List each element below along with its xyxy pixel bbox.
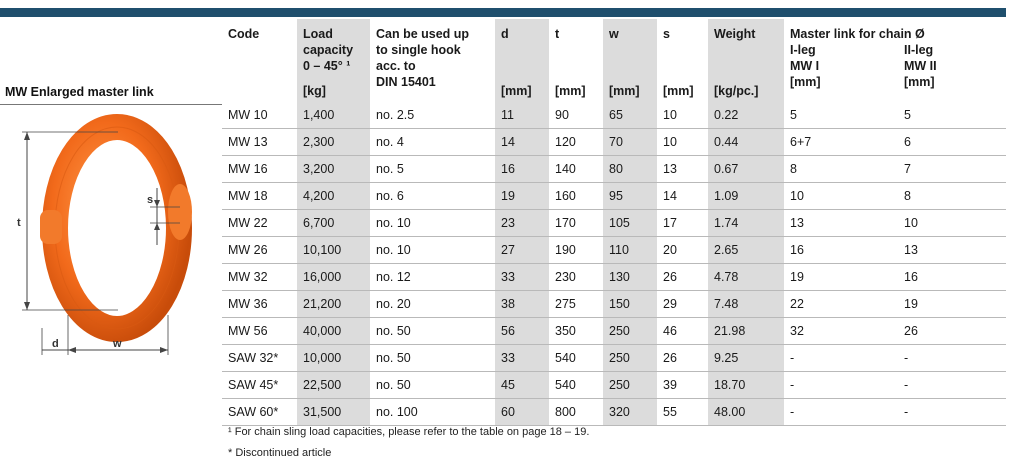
footnote-load: ¹ For chain sling load capacities, please refer to the table on page 18 – 19. bbox=[228, 426, 590, 438]
table-header-row bbox=[222, 19, 1006, 102]
cell-l2: 13 bbox=[898, 237, 1006, 264]
cell-w: 110 bbox=[603, 237, 657, 264]
cell-weight: 2.65 bbox=[708, 237, 784, 264]
cell-w: 150 bbox=[603, 291, 657, 318]
cell-d: 38 bbox=[495, 291, 549, 318]
leg1-header: I-leg MW I [mm] bbox=[790, 43, 821, 89]
table-row bbox=[222, 102, 1006, 129]
table-row bbox=[222, 264, 1006, 291]
link-ring bbox=[55, 127, 179, 329]
cell-load: 1,400 bbox=[297, 102, 370, 129]
cell-t: 120 bbox=[549, 129, 603, 156]
cell-hook: no. 20 bbox=[370, 291, 495, 318]
cell-t: 800 bbox=[549, 399, 603, 426]
table-row bbox=[222, 291, 1006, 318]
col-header-master-link: Master link for chain Ø I-leg MW I [mm] II-leg MW II [mm] bbox=[790, 27, 937, 89]
cell-s: 13 bbox=[657, 156, 708, 183]
table-row bbox=[222, 129, 1006, 156]
cell-w: 250 bbox=[603, 318, 657, 345]
cell-code: MW 56 bbox=[222, 318, 297, 345]
cell-t: 170 bbox=[549, 210, 603, 237]
cell-code: MW 36 bbox=[222, 291, 297, 318]
cell-l1: 16 bbox=[784, 237, 898, 264]
cell-weight: 9.25 bbox=[708, 345, 784, 372]
cell-hook: no. 5 bbox=[370, 156, 495, 183]
cell-code: MW 16 bbox=[222, 156, 297, 183]
cell-load: 10,100 bbox=[297, 237, 370, 264]
cell-l2: - bbox=[898, 345, 1006, 372]
table-row bbox=[222, 372, 1006, 399]
cell-hook: no. 10 bbox=[370, 237, 495, 264]
cell-hook: no. 50 bbox=[370, 345, 495, 372]
dim-label-t: t bbox=[17, 217, 21, 229]
cell-w: 130 bbox=[603, 264, 657, 291]
dim-label-w: w bbox=[113, 338, 122, 350]
divider bbox=[0, 104, 222, 105]
footnote-discontinued: * Discontinued article bbox=[228, 447, 332, 459]
cell-s: 55 bbox=[657, 399, 708, 426]
cell-l2: 10 bbox=[898, 210, 1006, 237]
cell-s: 46 bbox=[657, 318, 708, 345]
table-row bbox=[222, 156, 1006, 183]
cell-s: 17 bbox=[657, 210, 708, 237]
cell-t: 90 bbox=[549, 102, 603, 129]
cell-d: 56 bbox=[495, 318, 549, 345]
cell-t: 540 bbox=[549, 372, 603, 399]
cell-l2: 8 bbox=[898, 183, 1006, 210]
col-header-t: t [mm] bbox=[555, 27, 586, 98]
cell-code: SAW 45* bbox=[222, 372, 297, 399]
cell-t: 190 bbox=[549, 237, 603, 264]
cell-l1: - bbox=[784, 372, 898, 399]
weld-right bbox=[168, 184, 192, 240]
cell-load: 40,000 bbox=[297, 318, 370, 345]
cell-load: 4,200 bbox=[297, 183, 370, 210]
cell-weight: 0.22 bbox=[708, 102, 784, 129]
table-row bbox=[222, 345, 1006, 372]
cell-l1: 13 bbox=[784, 210, 898, 237]
cell-hook: no. 50 bbox=[370, 318, 495, 345]
cell-w: 70 bbox=[603, 129, 657, 156]
cell-code: MW 22 bbox=[222, 210, 297, 237]
cell-d: 33 bbox=[495, 264, 549, 291]
cell-w: 250 bbox=[603, 345, 657, 372]
cell-l2: 19 bbox=[898, 291, 1006, 318]
cell-l1: 22 bbox=[784, 291, 898, 318]
cell-s: 20 bbox=[657, 237, 708, 264]
cell-load: 3,200 bbox=[297, 156, 370, 183]
cell-s: 39 bbox=[657, 372, 708, 399]
cell-code: SAW 32* bbox=[222, 345, 297, 372]
table-row bbox=[222, 183, 1006, 210]
cell-hook: no. 6 bbox=[370, 183, 495, 210]
cell-hook: no. 2.5 bbox=[370, 102, 495, 129]
col-header-code: Code bbox=[228, 27, 260, 41]
cell-d: 33 bbox=[495, 345, 549, 372]
cell-s: 29 bbox=[657, 291, 708, 318]
cell-s: 10 bbox=[657, 129, 708, 156]
cell-s: 14 bbox=[657, 183, 708, 210]
cell-l1: - bbox=[784, 345, 898, 372]
cell-l2: - bbox=[898, 399, 1006, 426]
cell-weight: 21.98 bbox=[708, 318, 784, 345]
cell-hook: no. 100 bbox=[370, 399, 495, 426]
cell-code: SAW 60* bbox=[222, 399, 297, 426]
table-body bbox=[222, 102, 1006, 426]
col-header-w: w [mm] bbox=[603, 19, 657, 102]
leg2-header: II-leg MW II [mm] bbox=[904, 43, 937, 89]
cell-w: 80 bbox=[603, 156, 657, 183]
cell-t: 540 bbox=[549, 345, 603, 372]
cell-weight: 7.48 bbox=[708, 291, 784, 318]
cell-l2: 6 bbox=[898, 129, 1006, 156]
cell-d: 27 bbox=[495, 237, 549, 264]
cell-load: 22,500 bbox=[297, 372, 370, 399]
cell-weight: 18.70 bbox=[708, 372, 784, 399]
cell-l2: 7 bbox=[898, 156, 1006, 183]
cell-hook: no. 12 bbox=[370, 264, 495, 291]
master-link-diagram bbox=[0, 110, 222, 360]
table-row bbox=[222, 210, 1006, 237]
table-row bbox=[222, 237, 1006, 264]
cell-weight: 48.00 bbox=[708, 399, 784, 426]
cell-load: 21,200 bbox=[297, 291, 370, 318]
cell-weight: 0.67 bbox=[708, 156, 784, 183]
cell-code: MW 13 bbox=[222, 129, 297, 156]
cell-l1: 6+7 bbox=[784, 129, 898, 156]
cell-load: 2,300 bbox=[297, 129, 370, 156]
cell-code: MW 26 bbox=[222, 237, 297, 264]
cell-l1: 19 bbox=[784, 264, 898, 291]
cell-l1: 5 bbox=[784, 102, 898, 129]
cell-s: 26 bbox=[657, 345, 708, 372]
cell-d: 19 bbox=[495, 183, 549, 210]
col-header-weight: Weight [kg/pc.] bbox=[708, 19, 784, 102]
cell-weight: 1.09 bbox=[708, 183, 784, 210]
cell-w: 95 bbox=[603, 183, 657, 210]
cell-load: 16,000 bbox=[297, 264, 370, 291]
cell-d: 60 bbox=[495, 399, 549, 426]
table-row bbox=[222, 318, 1006, 345]
cell-t: 160 bbox=[549, 183, 603, 210]
cell-code: MW 10 bbox=[222, 102, 297, 129]
cell-weight: 0.44 bbox=[708, 129, 784, 156]
col-header-s: s [mm] bbox=[663, 27, 694, 98]
cell-d: 45 bbox=[495, 372, 549, 399]
cell-t: 275 bbox=[549, 291, 603, 318]
cell-s: 26 bbox=[657, 264, 708, 291]
cell-l2: - bbox=[898, 372, 1006, 399]
col-header-d: d [mm] bbox=[495, 19, 549, 102]
cell-d: 11 bbox=[495, 102, 549, 129]
cell-t: 140 bbox=[549, 156, 603, 183]
cell-l2: 5 bbox=[898, 102, 1006, 129]
master-link-drawing bbox=[0, 110, 222, 360]
cell-load: 31,500 bbox=[297, 399, 370, 426]
cell-d: 16 bbox=[495, 156, 549, 183]
col-header-hook: Can be used up to single hook acc. to DIN 15401 bbox=[376, 27, 470, 89]
footnotes bbox=[228, 422, 589, 464]
weld-left bbox=[40, 210, 62, 244]
cell-l1: - bbox=[784, 399, 898, 426]
cell-load: 10,000 bbox=[297, 345, 370, 372]
cell-t: 350 bbox=[549, 318, 603, 345]
cell-d: 23 bbox=[495, 210, 549, 237]
cell-l2: 26 bbox=[898, 318, 1006, 345]
dim-label-d: d bbox=[52, 338, 59, 350]
cell-code: MW 18 bbox=[222, 183, 297, 210]
cell-d: 14 bbox=[495, 129, 549, 156]
col-header-load: Load capacity 0 – 45° ¹ [kg] bbox=[297, 19, 370, 102]
cell-weight: 1.74 bbox=[708, 210, 784, 237]
cell-hook: no. 10 bbox=[370, 210, 495, 237]
cell-hook: no. 50 bbox=[370, 372, 495, 399]
cell-l1: 10 bbox=[784, 183, 898, 210]
spec-table bbox=[222, 19, 1006, 426]
cell-l2: 16 bbox=[898, 264, 1006, 291]
cell-w: 320 bbox=[603, 399, 657, 426]
cell-hook: no. 4 bbox=[370, 129, 495, 156]
cell-code: MW 32 bbox=[222, 264, 297, 291]
cell-l1: 8 bbox=[784, 156, 898, 183]
dim-label-s: s bbox=[147, 194, 154, 206]
cell-t: 230 bbox=[549, 264, 603, 291]
product-name: MW Enlarged master link bbox=[5, 85, 154, 99]
cell-s: 10 bbox=[657, 102, 708, 129]
cell-load: 6,700 bbox=[297, 210, 370, 237]
cell-weight: 4.78 bbox=[708, 264, 784, 291]
header-bar bbox=[0, 8, 1006, 17]
cell-w: 105 bbox=[603, 210, 657, 237]
cell-l1: 32 bbox=[784, 318, 898, 345]
cell-w: 65 bbox=[603, 102, 657, 129]
cell-w: 250 bbox=[603, 372, 657, 399]
